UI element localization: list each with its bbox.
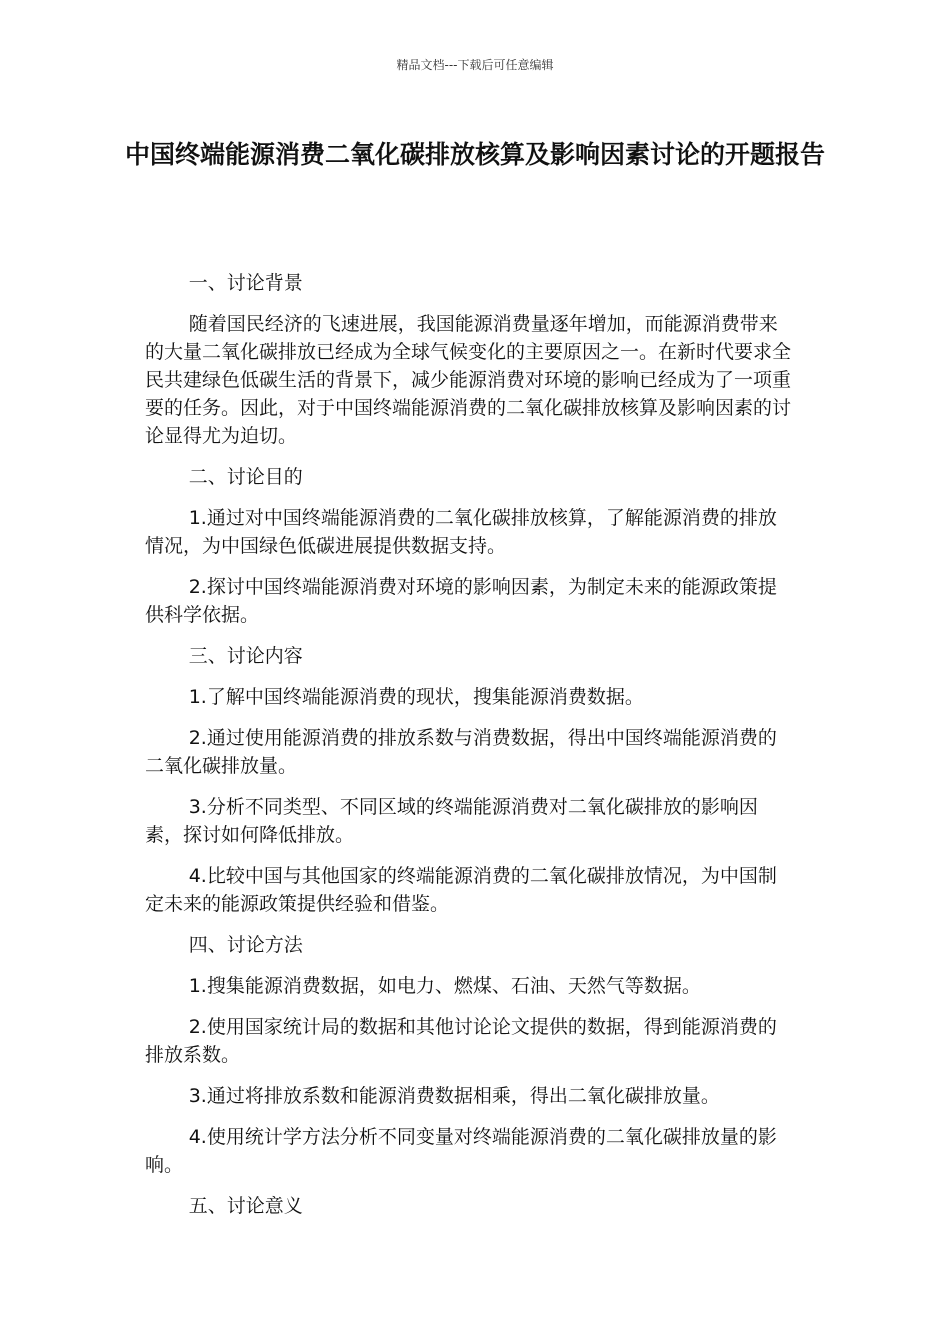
method-item-2: 2.使用国家统计局的数据和其他讨论论文提供的数据，得到能源消费的排放系数。 [145,1016,777,1066]
section-heading-significance: 五、讨论意义 [188,1195,303,1217]
section-heading-content: 三、讨论内容 [188,645,303,667]
content-item-2: 2.通过使用能源消费的排放系数与消费数据，得出中国终端能源消费的二氧化碳排放量。 [145,727,777,777]
section-heading-methods: 四、讨论方法 [188,934,303,956]
document-body [145,269,793,1233]
content-item-4: 4.比较中国与其他国家的终端能源消费的二氧化碳排放情况，为中国制定未来的能源政策提供经验和借鉴。 [145,865,777,915]
purpose-item-1: 1.通过对中国终端能源消费的二氧化碳排放核算，了解能源消费的排放情况，为中国绿色低碳进展提供数据支持。 [145,507,777,557]
method-item-4: 4.使用统计学方法分析不同变量对终端能源消费的二氧化碳排放量的影响。 [145,1126,777,1176]
method-item-1: 1.搜集能源消费数据，如电力、燃煤、石油、天然气等数据。 [188,975,701,997]
page-header: 精品文档---下载后可任意编辑 [396,58,554,72]
background-paragraph: 随着国民经济的飞速进展，我国能源消费量逐年增加，而能源消费带来的大量二氧化碳排放已经成为全球气候变化的主要原因之一。在新时代要求全民共建绿色低碳生活的背景下，减少能源消费对环境的影响已经成为了一项重要的任务。因此，对于中国终端能源消费的二氧化碳排放核算及影响因素的讨论显得尤为迫切。 [145,313,792,447]
content-item-3: 3.分析不同类型、不同区域的终端能源消费对二氧化碳排放的影响因素，探讨如何降低排放。 [145,796,758,846]
content-item-1: 1.了解中国终端能源消费的现状，搜集能源消费数据。 [188,686,644,708]
section-heading-purpose: 二、讨论目的 [188,466,303,488]
section-heading-background: 一、讨论背景 [188,272,303,294]
document-title: 中国终端能源消费二氧化碳排放核算及影响因素讨论的开题报告 [124,140,825,169]
purpose-item-2: 2.探讨中国终端能源消费对环境的影响因素，为制定未来的能源政策提供科学依据。 [145,576,777,626]
method-item-3: 3.通过将排放系数和能源消费数据相乘，得出二氧化碳排放量。 [188,1085,720,1107]
